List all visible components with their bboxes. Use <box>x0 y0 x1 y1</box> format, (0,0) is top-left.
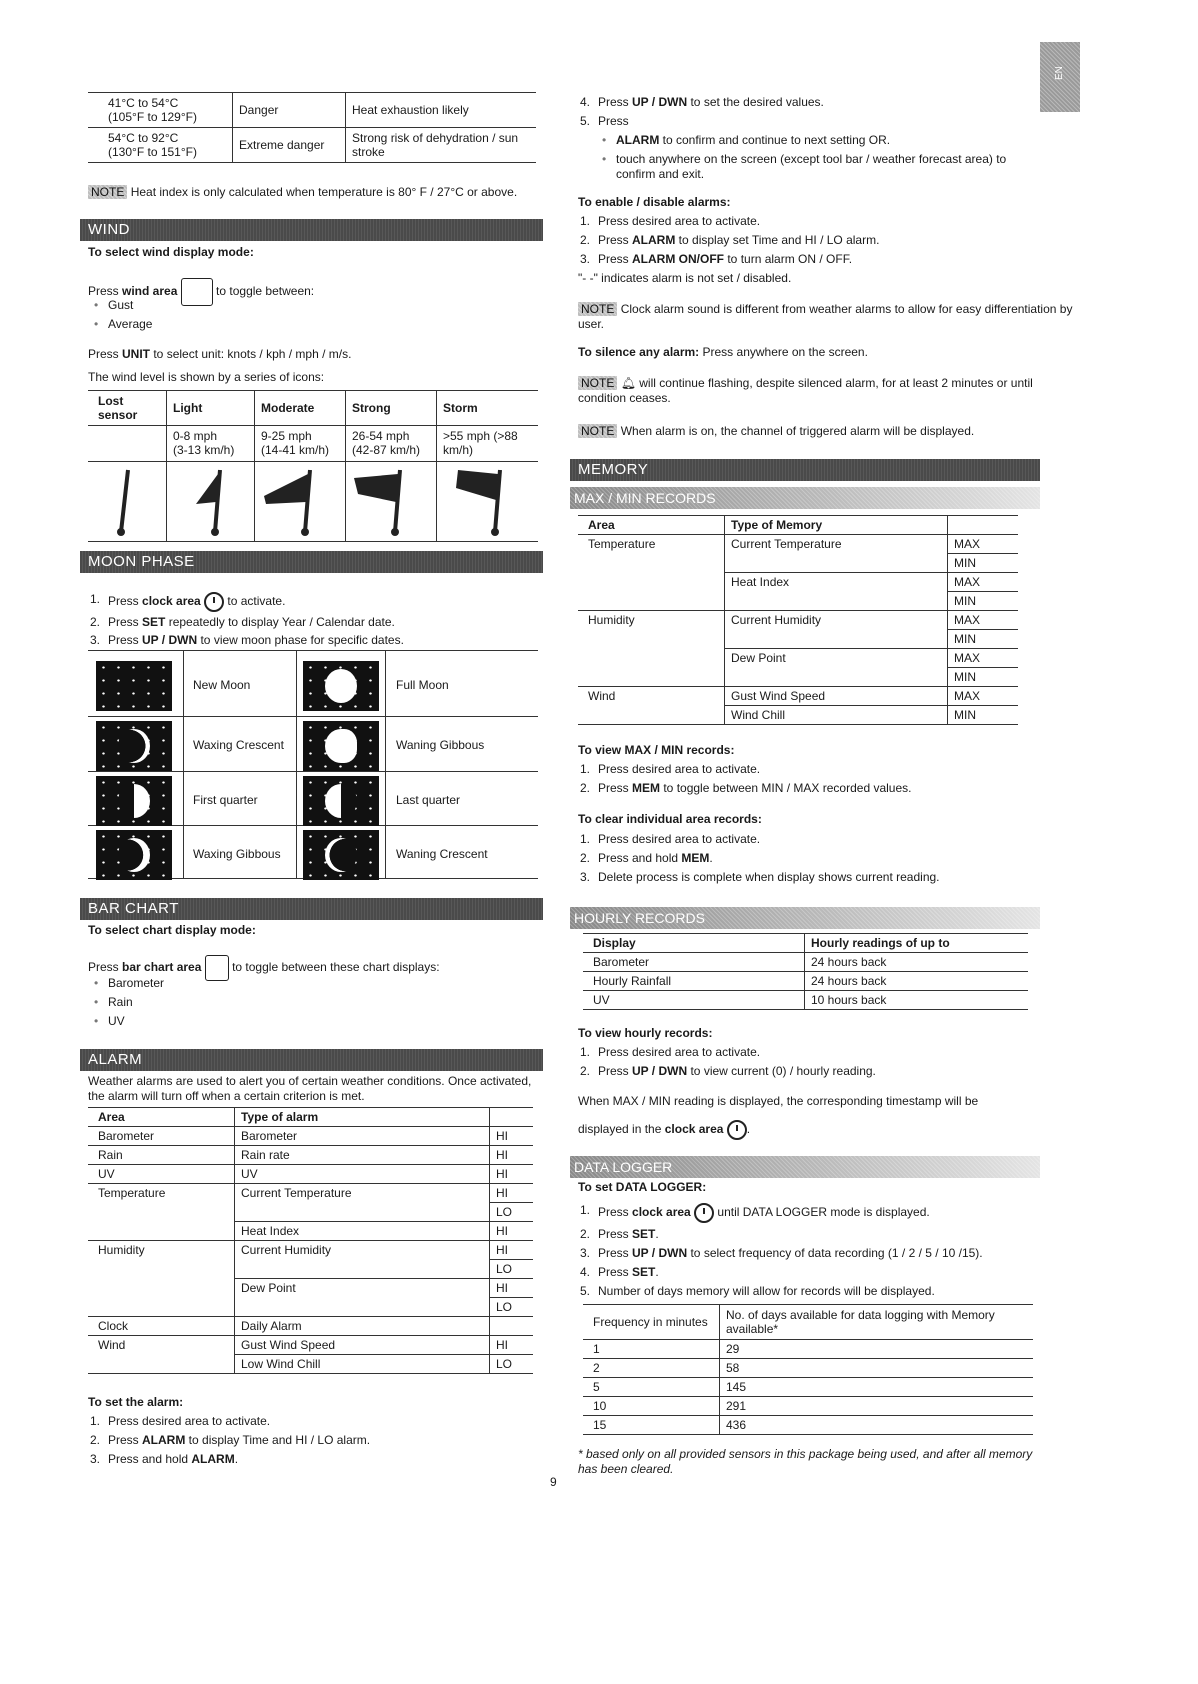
table-cell: HI <box>490 1146 534 1165</box>
table-cell <box>490 1317 534 1336</box>
data-logger-steps <box>578 1203 1048 1299</box>
table-cell: Rain <box>88 1146 235 1165</box>
table-cell <box>235 1298 490 1317</box>
wind-section-header: WIND <box>80 219 543 241</box>
alarm-header: Area <box>98 1110 125 1124</box>
table-cell: MIN <box>948 592 1019 611</box>
view-records-steps <box>578 762 911 796</box>
memory-header: Type of Memory <box>725 516 948 535</box>
wind-value: 26-54 mph (42-87 km/h) <box>346 426 437 462</box>
wind-header: Moderate <box>255 391 346 426</box>
note-badge: NOTE <box>88 185 127 199</box>
table-row <box>578 630 1018 649</box>
table-cell: 5 <box>583 1378 720 1397</box>
flag-light-icon <box>196 470 220 536</box>
table-row <box>88 1298 533 1317</box>
table-cell <box>578 630 725 649</box>
note-badge: NOTE <box>578 376 617 390</box>
note-badge: NOTE <box>578 302 617 316</box>
table-cell: Humidity <box>98 1243 145 1257</box>
list-item: 2. Press ALARM to display set Time and HI / LO alarm. <box>580 233 880 247</box>
table-cell: 29 <box>720 1340 1034 1359</box>
list-item: 5. Press <box>580 114 629 128</box>
table-cell: Barometer <box>88 1127 235 1146</box>
table-cell: Wind Chill <box>725 706 948 725</box>
alarm-table-body <box>88 1127 533 1374</box>
alarm-header: Type of alarm <box>235 1108 490 1127</box>
data-logger-footnote: * based only on all provided sensors in this package being used, and after all memory has been cleared. <box>578 1447 1033 1476</box>
table-cell: HI <box>490 1279 534 1298</box>
list-item: 2. Press and hold MEM. <box>580 851 713 865</box>
table-cell <box>88 1222 235 1241</box>
table-row <box>88 391 538 426</box>
table-cell: MAX <box>948 649 1019 668</box>
table-cell: LO <box>490 1298 534 1317</box>
table-cell: HI <box>490 1241 534 1260</box>
table-cell <box>725 554 948 573</box>
phase-label: Waxing Crescent <box>193 738 284 752</box>
data-logger-table-body <box>583 1340 1033 1435</box>
data-logger-subheader: DATA LOGGER <box>570 1156 1040 1178</box>
table-cell: HI <box>490 1165 534 1184</box>
table-row <box>88 1127 533 1146</box>
table-cell: Current Humidity <box>235 1241 490 1260</box>
table-cell: Heat Index <box>725 573 948 592</box>
table-row <box>88 1184 533 1203</box>
table-cell: Dew Point <box>235 1279 490 1298</box>
bar-chart-section-header: BAR CHART <box>80 898 543 920</box>
heat-range-f: (130°F to 151°F) <box>108 145 197 159</box>
table-cell: Current Humidity <box>725 611 948 630</box>
clear-records-steps <box>578 832 940 885</box>
waning-gibbous-icon <box>303 721 379 771</box>
heat-index-table <box>88 92 536 163</box>
list-item: 3. Press and hold ALARM. <box>90 1452 239 1466</box>
list-item: 1. Press desired area to activate. <box>580 832 761 846</box>
list-item: 1. Press desired area to activate. <box>580 214 761 228</box>
bar-chart-area-icon <box>205 955 229 981</box>
table-row <box>88 1108 533 1127</box>
table-cell: MAX <box>948 535 1019 554</box>
channel-note: NOTE When alarm is on, the channel of triggered alarm will be displayed. <box>578 424 974 439</box>
hourly-table-body <box>583 953 1028 1010</box>
table-cell <box>88 1298 235 1317</box>
wind-header: Light <box>167 391 255 426</box>
page-number: 9 <box>550 1475 557 1489</box>
table-cell <box>578 554 725 573</box>
list-item: 3. Press ALARM ON/OFF to turn alarm ON / OFF. <box>580 252 853 266</box>
table-cell: 58 <box>720 1359 1034 1378</box>
waning-crescent-icon <box>303 830 379 880</box>
memory-table <box>578 515 1018 725</box>
full-moon-icon <box>303 661 379 711</box>
table-cell: MAX <box>948 573 1019 592</box>
memory-header: Area <box>588 518 615 532</box>
list-item: 4. Press UP / DWN to set the desired values. <box>580 95 824 109</box>
list-item: 3. Delete process is complete when display shows current reading. <box>580 870 940 884</box>
table-row <box>583 1340 1033 1359</box>
table-cell: LO <box>490 1355 534 1374</box>
list-item: 1. Press desired area to activate. <box>580 1045 761 1059</box>
table-cell: Hourly Rainfall <box>583 972 805 991</box>
table-cell: MAX <box>948 687 1019 706</box>
table-cell <box>578 706 725 725</box>
wind-unit-text: Press UNIT to select unit: knots / kph / mph / m/s. <box>88 347 352 361</box>
list-item: 1. Press clock area to activate. <box>88 592 558 612</box>
table-cell <box>725 592 948 611</box>
wind-value: >55 mph (>88 km/h) <box>437 426 539 462</box>
disabled-indicator-text: "- -" indicates alarm is not set / disabled. <box>578 271 792 285</box>
moon-phase-grid <box>88 650 538 879</box>
phase-label: Waning Gibbous <box>396 738 485 752</box>
table-cell <box>88 1203 235 1222</box>
list-item: 1. Press desired area to activate. <box>580 762 761 776</box>
table-cell: HI <box>490 1184 534 1203</box>
clock-alarm-note: NOTE Clock alarm sound is different from weather alarms to allow for easy differentiation by user. <box>578 302 1073 331</box>
data-logger-table <box>583 1304 1033 1435</box>
hourly-header: Display <box>593 936 636 950</box>
table-cell: 436 <box>720 1416 1034 1435</box>
clock-area-icon <box>727 1120 747 1140</box>
list-item: • touch anywhere on the screen (except tool bar / weather forecast area) to confirm and exit. <box>596 152 1041 182</box>
list-item: 3. Press UP / DWN to view moon phase for specific dates. <box>90 633 404 647</box>
set-alarm-steps <box>88 1414 370 1467</box>
press-options-list <box>596 133 1041 182</box>
table-cell: Clock <box>88 1317 235 1336</box>
phase-label: Waxing Gibbous <box>193 847 281 861</box>
enable-alarms-steps <box>578 214 879 267</box>
table-cell: Gust Wind Speed <box>235 1336 490 1355</box>
table-row <box>583 934 1028 953</box>
table-row <box>583 972 1028 991</box>
note-badge: NOTE <box>578 424 617 438</box>
phase-label: New Moon <box>193 678 251 692</box>
flag-storm-icon <box>456 470 500 536</box>
table-row <box>88 128 536 163</box>
clock-area-icon <box>204 592 224 612</box>
waxing-crescent-icon <box>96 721 172 771</box>
table-cell: Temperature <box>98 1186 166 1200</box>
new-moon-icon <box>96 661 172 711</box>
timestamp-text: When MAX / MIN reading is displayed, the corresponding timestamp will be <box>578 1094 979 1108</box>
table-cell: Barometer <box>235 1127 490 1146</box>
table-cell: Heat Index <box>235 1222 490 1241</box>
table-cell: Daily Alarm <box>235 1317 490 1336</box>
table-row <box>88 93 536 128</box>
table-cell: MAX <box>948 611 1019 630</box>
table-cell: 24 hours back <box>805 953 1029 972</box>
table-row <box>88 1203 533 1222</box>
table-cell: UV <box>235 1165 490 1184</box>
alarm-bell-icon: 🔔︎ <box>620 376 636 390</box>
wind-flag-icons <box>88 460 540 540</box>
table-row <box>88 1146 533 1165</box>
table-cell: Wind <box>98 1338 126 1352</box>
hourly-table <box>583 933 1028 1010</box>
table-cell: Rain rate <box>235 1146 490 1165</box>
heat-note-text: Heat index is only calculated when temperature is 80° F / 27°C or above. <box>130 185 518 199</box>
table-cell <box>725 630 948 649</box>
table-cell: Low Wind Chill <box>235 1355 490 1374</box>
table-row <box>578 649 1018 668</box>
bar-chart-heading: To select chart display mode: <box>88 923 256 937</box>
heat-range-f: (105°F to 129°F) <box>108 110 197 124</box>
heat-level: Extreme danger <box>233 128 346 163</box>
table-cell: MIN <box>948 554 1019 573</box>
moon-steps <box>88 592 558 648</box>
table-cell: 15 <box>583 1416 720 1435</box>
list-item: 1. Press clock area until DATA LOGGER mode is displayed. <box>578 1203 1048 1223</box>
table-cell <box>578 592 725 611</box>
table-cell: LO <box>490 1260 534 1279</box>
table-row <box>578 611 1018 630</box>
wind-header: Lost sensor <box>98 394 138 422</box>
phase-label: Waning Crescent <box>396 847 488 861</box>
hourly-header: Hourly readings of up to <box>805 934 1029 953</box>
logger-header: No. of days available for data logging with Memory available* <box>720 1305 1034 1340</box>
table-row <box>578 554 1018 573</box>
logger-header: Frequency in minutes <box>593 1315 708 1329</box>
alarm-intro: Weather alarms are used to alert you of certain weather conditions. Once activated, the alarm will turn off when a certain criterion is met. <box>88 1074 532 1103</box>
table-cell <box>235 1260 490 1279</box>
wind-value: 0-8 mph (3-13 km/h) <box>167 426 255 462</box>
silence-alarm-text: To silence any alarm: Press anywhere on the screen. <box>578 345 868 359</box>
wind-header: Strong <box>346 391 437 426</box>
table-cell <box>235 1203 490 1222</box>
list-item: • ALARM to confirm and continue to next setting OR. <box>596 133 1041 148</box>
list-item: 4. Press SET. <box>580 1265 659 1279</box>
table-row <box>583 953 1028 972</box>
table-row <box>583 1397 1033 1416</box>
table-cell: MIN <box>948 668 1019 687</box>
view-hourly-heading: To view hourly records: <box>578 1026 713 1040</box>
memory-section-header: MEMORY <box>570 459 1040 481</box>
table-row <box>583 991 1028 1010</box>
table-row <box>583 1359 1033 1378</box>
heat-effect: Heat exhaustion likely <box>346 93 537 128</box>
table-cell <box>578 668 725 687</box>
table-cell: 1 <box>583 1340 720 1359</box>
list-item: 2. Press ALARM to display Time and HI / LO alarm. <box>90 1433 371 1447</box>
heat-effect: Strong risk of dehydration / sun stroke <box>346 128 537 163</box>
table-cell: 10 <box>583 1397 720 1416</box>
table-row <box>578 668 1018 687</box>
alarm-section-header: ALARM <box>80 1049 543 1071</box>
set-alarm-heading: To set the alarm: <box>88 1395 184 1409</box>
table-cell <box>725 668 948 687</box>
table-cell: Barometer <box>583 953 805 972</box>
list-item: • Rain <box>88 995 164 1010</box>
phase-label: Full Moon <box>396 678 449 692</box>
table-row <box>88 1317 533 1336</box>
list-item: • Gust <box>88 298 152 313</box>
table-cell <box>88 1355 235 1374</box>
list-item: 2. Press MEM to toggle between MIN / MAX recorded values. <box>580 781 912 795</box>
enable-alarms-heading: To enable / disable alarms: <box>578 195 731 209</box>
last-quarter-icon <box>303 776 379 826</box>
flag-moderate-icon <box>264 470 310 536</box>
wind-value: 9-25 mph (14-41 km/h) <box>255 426 346 462</box>
table-row <box>88 1260 533 1279</box>
wind-level-text: The wind level is shown by a series of icons: <box>88 370 325 384</box>
table-row <box>88 1222 533 1241</box>
heat-range: 41°C to 54°C <box>108 96 179 110</box>
table-cell <box>88 1260 235 1279</box>
list-item: • Barometer <box>88 976 164 991</box>
clock-area-icon <box>694 1203 714 1223</box>
table-row <box>88 1336 533 1355</box>
list-item: 2. Press SET repeatedly to display Year / Calendar date. <box>90 615 395 629</box>
table-cell <box>578 573 725 592</box>
alarm-table <box>88 1107 533 1374</box>
table-row <box>88 1279 533 1298</box>
hourly-records-subheader: HOURLY RECORDS <box>570 907 1040 929</box>
table-cell: 10 hours back <box>805 991 1029 1010</box>
table-row <box>88 1241 533 1260</box>
max-min-records-subheader: MAX / MIN RECORDS <box>570 487 1040 509</box>
table-cell: HI <box>490 1127 534 1146</box>
table-cell: Dew Point <box>725 649 948 668</box>
table-cell: UV <box>583 991 805 1010</box>
bar-chart-toggle-text: Press bar chart area to toggle between these chart displays: <box>88 955 440 981</box>
bar-chart-options-list <box>88 976 164 1029</box>
table-cell: 291 <box>720 1397 1034 1416</box>
view-hourly-steps <box>578 1045 876 1079</box>
data-logger-heading: To set DATA LOGGER: <box>578 1180 707 1194</box>
list-item: 3. Press UP / DWN to select frequency of data recording (1 / 2 / 5 / 10 /15). <box>580 1246 983 1260</box>
table-row <box>583 1378 1033 1397</box>
table-row <box>88 426 538 462</box>
table-row <box>578 535 1018 554</box>
table-cell <box>88 1279 235 1298</box>
table-row <box>88 1165 533 1184</box>
wind-toggle-text: Press wind area to toggle between: <box>88 278 314 306</box>
phase-label: First quarter <box>193 793 258 807</box>
table-cell: MIN <box>948 630 1019 649</box>
table-cell: UV <box>88 1165 235 1184</box>
table-row <box>578 516 1018 535</box>
timestamp-text-2: displayed in the clock area . <box>578 1120 750 1140</box>
table-cell: MIN <box>948 706 1019 725</box>
moon-section-header: MOON PHASE <box>80 551 543 573</box>
flashing-note: NOTE 🔔︎ will continue flashing, despite silenced alarm, for at least 2 minutes or until condition ceases. <box>578 376 1033 405</box>
wind-options-list <box>88 298 152 332</box>
table-cell: HI <box>490 1222 534 1241</box>
heat-level: Danger <box>233 93 346 128</box>
table-cell: Gust Wind Speed <box>725 687 948 706</box>
table-cell: 2 <box>583 1359 720 1378</box>
view-records-heading: To view MAX / MIN records: <box>578 743 735 757</box>
alarm-continue-steps <box>578 95 1058 129</box>
table-row <box>578 573 1018 592</box>
table-row <box>578 706 1018 725</box>
language-tab-label: EN <box>1054 66 1065 80</box>
table-row <box>578 687 1018 706</box>
table-cell: Humidity <box>588 613 635 627</box>
flag-strong-icon <box>354 470 400 536</box>
table-cell: LO <box>490 1203 534 1222</box>
wind-header: Storm <box>437 391 539 426</box>
table-row <box>583 1416 1033 1435</box>
first-quarter-icon <box>96 776 172 826</box>
table-cell: Temperature <box>588 537 656 551</box>
table-cell: Wind <box>588 689 616 703</box>
phase-label: Last quarter <box>396 793 461 807</box>
table-cell: Current Temperature <box>725 535 948 554</box>
clear-records-heading: To clear individual area records: <box>578 812 762 826</box>
table-cell: HI <box>490 1336 534 1355</box>
table-cell: 145 <box>720 1378 1034 1397</box>
list-item: 5. Number of days memory will allow for records will be displayed. <box>580 1284 935 1298</box>
table-cell <box>578 649 725 668</box>
heat-range: 54°C to 92°C <box>108 131 179 145</box>
memory-table-body <box>578 535 1018 725</box>
list-item: • UV <box>88 1014 164 1029</box>
list-item: 2. Press UP / DWN to view current (0) / hourly reading. <box>580 1064 876 1078</box>
table-row <box>583 1305 1033 1340</box>
list-item: • Average <box>88 317 152 332</box>
wind-area-icon <box>181 278 213 306</box>
table-cell: Current Temperature <box>235 1184 490 1203</box>
table-row <box>88 1355 533 1374</box>
table-cell: 24 hours back <box>805 972 1029 991</box>
list-item: 2. Press SET. <box>580 1227 659 1241</box>
list-item: 1. Press desired area to activate. <box>90 1414 271 1428</box>
flag-lost-sensor-icon <box>117 470 128 536</box>
table-row <box>578 592 1018 611</box>
wind-mode-heading: To select wind display mode: <box>88 245 254 259</box>
heat-note <box>88 185 517 200</box>
waxing-gibbous-icon <box>96 830 172 880</box>
